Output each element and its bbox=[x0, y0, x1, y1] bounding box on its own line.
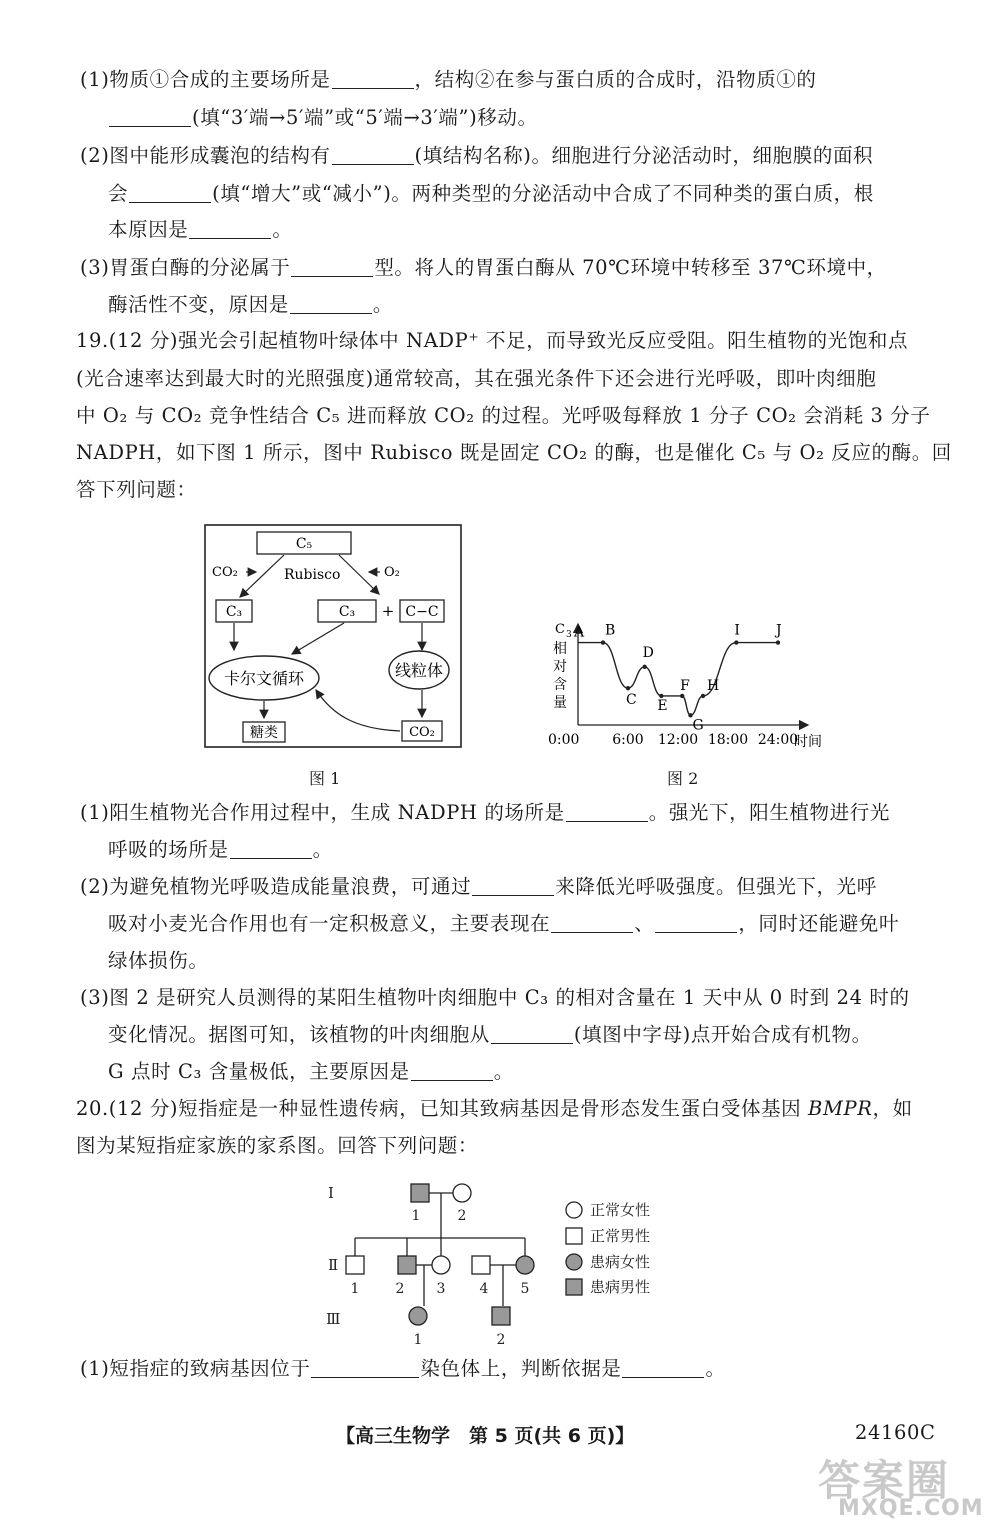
svg-text:4: 4 bbox=[479, 1281, 489, 1297]
point-label-i: I bbox=[734, 622, 740, 639]
q19-part3-line2: 变化情况。据图可知，该植物的叶肉细胞从 (填图中字母)点开始合成有机物。 bbox=[108, 1023, 872, 1046]
generation-i-label: Ⅰ bbox=[328, 1184, 334, 1202]
x-tick-label: 18:00 bbox=[707, 732, 749, 748]
svg-text:2: 2 bbox=[496, 1332, 506, 1348]
q19-stem-line5: 答下列问题： bbox=[76, 478, 197, 501]
svg-text:5: 5 bbox=[520, 1281, 530, 1297]
page-code: 24160C bbox=[855, 1421, 936, 1444]
q20-stem-line2: 图为某短指症家族的家系图。回答下列问题： bbox=[76, 1134, 479, 1157]
x-tick-label: 12:00 bbox=[657, 732, 699, 748]
y-axis-label bbox=[553, 622, 572, 711]
data-point-c bbox=[626, 686, 630, 690]
svg-text:3: 3 bbox=[566, 630, 572, 640]
page-footer-title: 【高三生物学 第 5 页(共 6 页)】 bbox=[336, 1425, 635, 1447]
q19-stem-line3: 中 O₂ 与 CO₂ 竞争性结合 C₅ 进而释放 CO₂ 的过程。光呼吸每释放 1 分子 CO₂ 会消耗 3 分子 bbox=[76, 404, 931, 427]
svg-text:CO₂: CO₂ bbox=[409, 725, 435, 740]
svg-text:C₃: C₃ bbox=[338, 604, 356, 620]
q18-part1-line2: (填“3′端→5′端”或“5′端→3′端”)移动。 bbox=[108, 105, 538, 131]
point-label-b: B bbox=[605, 622, 616, 639]
data-point-h bbox=[701, 694, 705, 698]
answer-blank[interactable] bbox=[332, 146, 414, 165]
q19-part2-line1: (2)为避免植物光呼吸造成能量浪费，可通过 来降低光呼吸强度。但强光下，光呼 bbox=[80, 875, 877, 898]
svg-text:卡尔文循环: 卡尔文循环 bbox=[223, 669, 305, 688]
q18-part2-line1: (2)图中能形成囊泡的结构有 (填结构名称)。细胞进行分泌活动时，细胞膜的面积 bbox=[80, 144, 874, 167]
figure-1-caption: 图 1 bbox=[309, 769, 341, 788]
svg-text:3: 3 bbox=[436, 1281, 446, 1297]
q19-part1-line2: 呼吸的场所是 。 bbox=[108, 838, 333, 861]
point-label-h: H bbox=[707, 677, 720, 694]
answer-blank[interactable] bbox=[332, 70, 414, 89]
c3-content-line bbox=[578, 643, 778, 716]
legend-affected-male: 患病男性 bbox=[590, 1278, 651, 1296]
svg-text:1: 1 bbox=[413, 1332, 423, 1348]
x-tick-label: 6:00 bbox=[612, 732, 644, 748]
iii1-affected-female bbox=[409, 1307, 427, 1325]
legend-normal-female: 正常女性 bbox=[590, 1201, 651, 1219]
svg-text:C₃: C₃ bbox=[225, 604, 243, 620]
x-tick-label: 24:00 bbox=[757, 732, 799, 748]
answer-blank[interactable] bbox=[291, 258, 373, 277]
answer-blank[interactable] bbox=[129, 184, 211, 203]
generation-ii-label: Ⅱ bbox=[328, 1256, 339, 1274]
q20-part1-line1: (1)短指症的致病基因位于 染色体上，判断依据是 。 bbox=[80, 1357, 726, 1380]
q19-part1-line1: (1)阳生植物光合作用过程中，生成 NADPH 的场所是 。强光下，阳生植物进行光 bbox=[80, 801, 890, 824]
point-label-j: J bbox=[776, 622, 782, 639]
point-label-e: E bbox=[657, 697, 668, 714]
ii5-affected-female bbox=[516, 1256, 534, 1274]
x-axis-unit: 时间 bbox=[794, 734, 822, 750]
data-point-b bbox=[601, 640, 605, 644]
data-point-i bbox=[734, 640, 738, 644]
q19-part3-line3: G 点时 C₃ 含量极低，主要原因是 。 bbox=[108, 1060, 514, 1083]
q19-part2-line3: 绿体损伤。 bbox=[108, 949, 209, 972]
data-point-j bbox=[776, 640, 780, 644]
answer-blank[interactable] bbox=[622, 1359, 704, 1378]
svg-text:1: 1 bbox=[411, 1208, 421, 1224]
legend-affected-female: 患病女性 bbox=[590, 1253, 651, 1271]
figure-2-caption: 图 2 bbox=[667, 769, 699, 788]
svg-text:相: 相 bbox=[553, 641, 567, 657]
y-label-c3: C bbox=[555, 622, 565, 637]
ii1-normal-male bbox=[346, 1256, 364, 1274]
answer-blank[interactable] bbox=[566, 803, 648, 822]
q19-part3-line1: (3)图 2 是研究人员测得的某阳生植物叶肉细胞中 C₃ 的相对含量在 1 天中从 0 时到 24 时的 bbox=[80, 986, 910, 1009]
generation-iii-label: Ⅲ bbox=[326, 1310, 341, 1328]
point-label-g: G bbox=[692, 717, 704, 734]
answer-blank[interactable] bbox=[230, 840, 312, 859]
svg-text:对: 对 bbox=[553, 659, 567, 675]
answer-blank[interactable] bbox=[290, 295, 372, 314]
i1-affected-male bbox=[411, 1184, 429, 1202]
o2-label: O₂ bbox=[384, 565, 400, 580]
legend-normal-male: 正常男性 bbox=[590, 1227, 651, 1245]
svg-text:量: 量 bbox=[553, 695, 567, 711]
answer-blank[interactable] bbox=[411, 1062, 493, 1081]
c5-label: C₅ bbox=[295, 536, 313, 552]
data-point-d bbox=[642, 665, 646, 669]
q19-part2-line2: 吸对小麦光合作用也有一定积极意义，主要表现在 、 ，同时还能避免叶 bbox=[108, 912, 900, 935]
answer-blank[interactable] bbox=[491, 1025, 573, 1044]
watermark-site: MXQE.COM bbox=[838, 1496, 984, 1521]
answer-blank[interactable] bbox=[311, 1359, 419, 1378]
q18-part3-line2: 酶活性不变，原因是 。 bbox=[108, 293, 394, 316]
answer-blank[interactable] bbox=[109, 108, 191, 127]
ii4-normal-male bbox=[472, 1256, 490, 1274]
point-label-d: D bbox=[642, 644, 654, 661]
watermark-logo: 答案圈 bbox=[818, 1456, 951, 1505]
svg-text:含: 含 bbox=[553, 677, 567, 693]
rubisco-label: Rubisco bbox=[284, 567, 341, 583]
answer-blank[interactable] bbox=[551, 914, 633, 933]
x-tick-label: 0:00 bbox=[548, 732, 580, 748]
figure-2-chart bbox=[548, 618, 822, 752]
answer-blank[interactable] bbox=[472, 877, 554, 896]
i2-normal-female bbox=[453, 1184, 471, 1202]
point-label-a: A bbox=[574, 624, 585, 641]
point-label-f: F bbox=[680, 677, 690, 694]
pedigree-chart bbox=[320, 1176, 700, 1356]
svg-text:+: + bbox=[381, 602, 395, 620]
q18-part2-line2: 会 (填“增大”或“减小”)。两种类型的分泌活动中合成了不同种类的蛋白质，根 bbox=[108, 182, 874, 205]
q19-stem-line2: (光合速率达到最大时的光照强度)通常较高，其在强光条件下还会进行光呼吸，即叶肉细胞 bbox=[76, 367, 877, 390]
co2-label: CO₂ bbox=[212, 565, 238, 580]
svg-text:2: 2 bbox=[457, 1208, 467, 1224]
answer-blank[interactable] bbox=[655, 914, 737, 933]
ii2-affected-male bbox=[398, 1256, 416, 1274]
ii3-normal-female bbox=[432, 1256, 450, 1274]
q18-part3-line1: (3)胃蛋白酶的分泌属于 型。将人的胃蛋白酶从 70℃环境中转移至 37℃环境中， bbox=[80, 256, 887, 279]
q20-stem-line1: 20.(12 分)短指症是一种显性遗传病，已知其致病基因是骨形态发生蛋白受体基因 BMPR，如 bbox=[76, 1097, 913, 1120]
svg-text:1: 1 bbox=[350, 1281, 360, 1297]
svg-text:2: 2 bbox=[395, 1281, 405, 1297]
svg-text:C−C: C−C bbox=[405, 604, 439, 620]
q19-stem-line4: NADPH，如下图 1 所示，图中 Rubisco 既是固定 CO₂ 的酶，也是催化 C₅ 与 O₂ 反应的酶。回 bbox=[76, 441, 952, 464]
figure-1-diagram bbox=[204, 524, 462, 748]
pedigree-legend bbox=[566, 1202, 582, 1295]
q18-part1-line1: (1)物质①合成的主要场所是 ，结构②在参与蛋白质的合成时，沿物质①的 bbox=[80, 68, 817, 91]
point-label-c: C bbox=[626, 692, 637, 709]
data-point-f bbox=[680, 694, 684, 698]
svg-text:糖类: 糖类 bbox=[250, 725, 278, 741]
answer-blank[interactable] bbox=[189, 220, 271, 239]
iii2-affected-male bbox=[492, 1307, 510, 1325]
q18-part2-line3: 本原因是 。 bbox=[108, 218, 293, 241]
svg-text:线粒体: 线粒体 bbox=[394, 661, 444, 680]
q19-stem-line1: 19.(12 分)强光会引起植物叶绿体中 NADP⁺ 不足，而导致光反应受阻。阳生植物的光饱和点 bbox=[76, 329, 909, 352]
